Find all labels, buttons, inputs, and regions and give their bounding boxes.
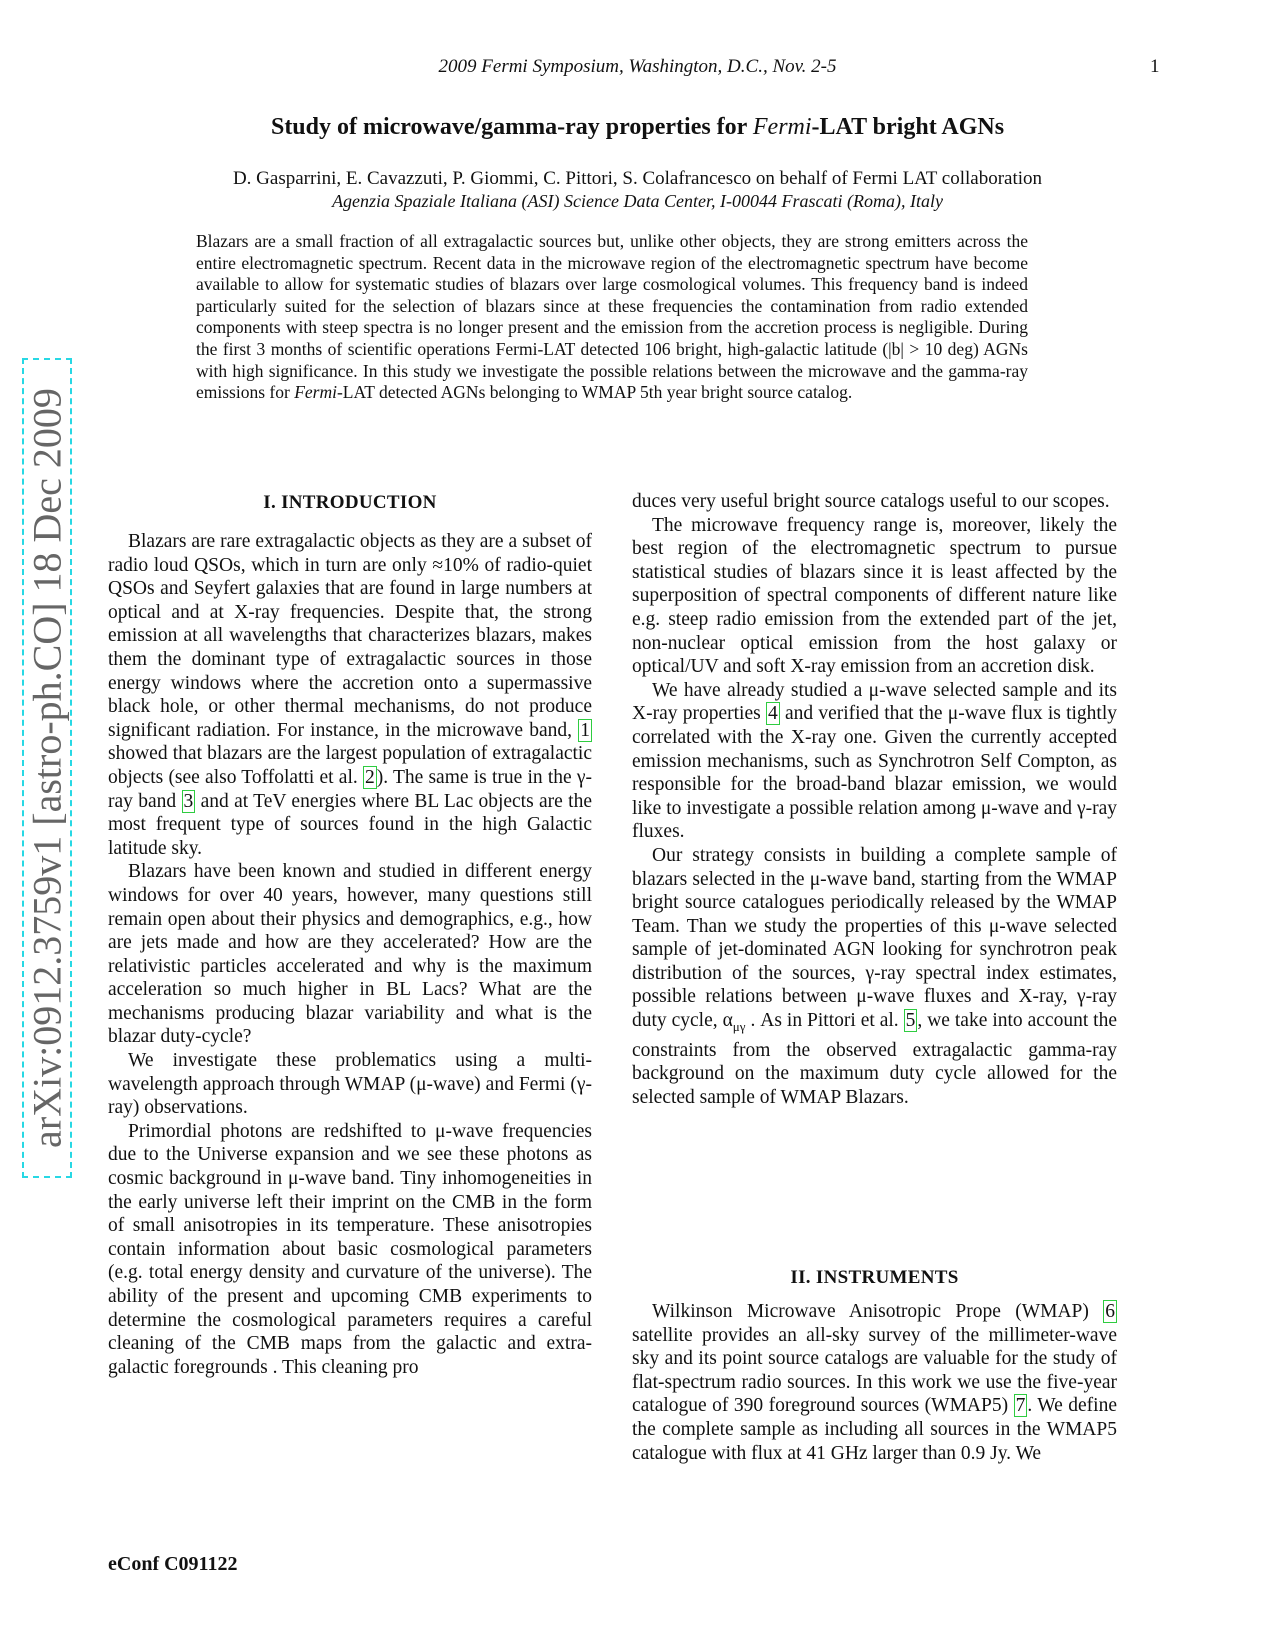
instruments-text: [632, 1300, 1117, 1465]
intro-paragraph-5: The microwave frequency range is, moreover, likely the best region of the electromagnetic spectrum to pursue statistical studies of blazars since it is least affected by the superposition of spectral components of different nature like e.g. steep radio emission from the extended part of the jet, non-nuclear optical emission from the host galaxy or optical/UV and soft X-ray emission from an accretion disk.: [632, 514, 1117, 678]
paper-title: [0, 114, 1275, 141]
instr-p1-text-b: satellite provides an all-sky survey of the millimeter-wave sky and its point source catalogs are valuable for the study of flat-spectrum radio sources. In this work we use the five-year catalogue of 390 foreground sources (WMAP5): [632, 1324, 1117, 1417]
intro-p1-text-b: showed that blazars are the largest population of extragalactic objects (see also Toffolatti et al.: [108, 743, 592, 788]
intro-p1-text-d: and at TeV energies where BL Lac objects are the most frequent type of sources found in the high Galactic latitude sky.: [108, 790, 592, 859]
citation-link-3[interactable]: 3: [183, 790, 194, 812]
intro-p1-text-a: Blazars are rare extragalactic objects as they are a subset of radio loud QSOs, which in turn are only ≈10% of radio-quiet QSOs and Seyfert galaxies that are found in large numbers at optical and at X-ray frequencies. Despite that, the strong emission at all wavelengths that characterizes blazars, makes them the dominant type of extragalactic sources in those energy windows where the accretion onto a supermassive black hole, or other thermal mechanisms, do not produce significant radiation. For instance, in the microwave band,: [108, 531, 592, 741]
title-part-1: Study of microwave/gamma-ray properties for: [270, 114, 753, 140]
intro-paragraph-7: [632, 844, 1117, 1109]
intro-p7-text-b: . As in Pittori et al.: [745, 1010, 904, 1032]
section-heading-instruments: II. INSTRUMENTS: [790, 1267, 959, 1288]
citation-link-7[interactable]: 7: [1015, 1395, 1026, 1417]
author-list: D. Gasparrini, E. Cavazzuti, P. Giommi, C. Pittori, S. Colafrancesco on behalf of Fermi LAT collaboration: [232, 168, 1043, 189]
intro-paragraph-1: [108, 530, 592, 860]
citation-link-1[interactable]: 1: [580, 719, 590, 741]
abstract-text-1: Blazars are a small fraction of all extragalactic sources but, unlike other objects, they are strong emitters across the entire electromagnetic spectrum. Recent data in the microwave region of the electromagnetic spectrum have become available to allow for systematic studies of blazars over large cosmological volumes. This frequency band is indeed particularly suited for the selection of blazars since at these frequencies the contamination from radio extended components with steep spectra is no longer present and the emission from the accretion process is negligible. During the first 3 months of scientific operations Fermi-LAT detected 106 bright, high-galactic latitude (|b| > 10 deg) AGNs with high significance. In this study we investigate the possible relations between the microwave and the gamma-ray emissions for: [196, 231, 1028, 403]
intro-p6-text-b: and verified that the μ-wave flux is tightly correlated with the X-ray one. Given the currently accepted emission mechanisms, such as Synchrotron Self Compton, as responsible for the broad-band blazar emission, we would like to investigate a possible relation among μ-wave and γ-ray fluxes.: [632, 703, 1117, 843]
abstract: [196, 231, 1028, 404]
intro-paragraph-6: [632, 679, 1117, 844]
instruments-paragraph-1: [632, 1300, 1117, 1465]
citation-link-2[interactable]: 2: [364, 766, 375, 788]
page-number: 1: [1150, 56, 1160, 77]
affiliation: Agenzia Spaziale Italiana (ASI) Science Data Center, I-00044 Frascati (Roma), Italy: [332, 191, 943, 211]
section-heading-introduction: I. INTRODUCTION: [263, 492, 437, 513]
abstract-text-2: -LAT detected AGNs belonging to WMAP 5th year bright source catalog.: [336, 382, 853, 403]
intro-p6-text-a: We have already studied a μ-wave selected sample and its X-ray properties: [632, 679, 1117, 725]
left-column: [108, 530, 592, 1379]
intro-paragraph-3: We investigate these problematics using a multi-wavelength approach through WMAP (μ-wave) and Fermi (γ-ray) observations.: [108, 1050, 592, 1119]
title-italic: Fermi: [752, 114, 812, 140]
intro-p7-text-a: Our strategy consists in building a complete sample of blazars selected in the μ-wave band, starting from the WMAP bright source catalogues periodically released by the WMAP Team. Than we study the properties of this μ-wave selected sample of jet-dominated AGN looking for synchrotron peak distribution of the sources, γ-ray spectral index estimates, possible relations between μ-wave fluxes and X-ray, γ-ray duty cycle, α: [632, 844, 1117, 1032]
citation-link-4[interactable]: 4: [767, 703, 778, 725]
intro-paragraph-2: Blazars have been known and studied in different energy windows for over 40 years, however, many questions still remain open about their physics and demographics, e.g., how are jets made and how are they accelerated? How are the relativistic particles accelerated and why is the maximum acceleration so much higher in BL Lacs? What are the mechanisms producing blazar variability and what is the blazar duty-cycle?: [108, 861, 592, 1048]
arxiv-stamp-link[interactable]: [22, 358, 72, 1178]
right-column: [632, 490, 1117, 1109]
intro-p1-text-c: ). The same is true in the γ-ray band: [108, 766, 592, 812]
instr-p1-text-c: . We define the complete sample as including all sources in the WMAP5 catalogue with flux at 41 GHz larger than 0.9 Jy. We: [632, 1395, 1117, 1464]
title-part-2: -LAT bright AGNs: [811, 114, 1005, 140]
instr-p1-text-a: Wilkinson Microwave Anisotropic Prope (WMAP): [652, 1301, 1104, 1322]
citation-link-5[interactable]: 5: [905, 1010, 916, 1032]
intro-p7-text-c: , we take into account the constraints from the observed extragalactic gamma-ray background on the maximum duty cycle allowed for the selected sample of WMAP Blazars.: [632, 1010, 1117, 1108]
arxiv-identifier: arXiv:0912.3759v1 [astro-ph.CO] 18 Dec 2009: [24, 388, 70, 1148]
intro-paragraph-4-continued: duces very useful bright source catalogs useful to our scopes.: [632, 491, 1110, 512]
citation-link-6[interactable]: 6: [1105, 1301, 1115, 1322]
running-header: 2009 Fermi Symposium, Washington, D.C., Nov. 2-5: [438, 56, 837, 77]
abstract-italic: Fermi: [294, 382, 337, 403]
alpha-subscript: μγ: [732, 1018, 746, 1034]
intro-paragraph-4: Primordial photons are redshifted to μ-wave frequencies due to the Universe expansion and we see these photons as cosmic background in μ-wave band. Tiny inhomogeneities in the early universe left their imprint on the CMB in the form of small anisotropies in its temperature. These anisotropies contain information about basic cosmological parameters (e.g. total energy density and curvature of the universe). The ability of the present and upcoming CMB experiments to determine the cosmological parameters requires a careful cleaning of the CMB maps from the galactic and extra-galactic foregrounds . This cleaning pro: [108, 1120, 592, 1378]
conference-footer: eConf C091122: [108, 1553, 238, 1575]
